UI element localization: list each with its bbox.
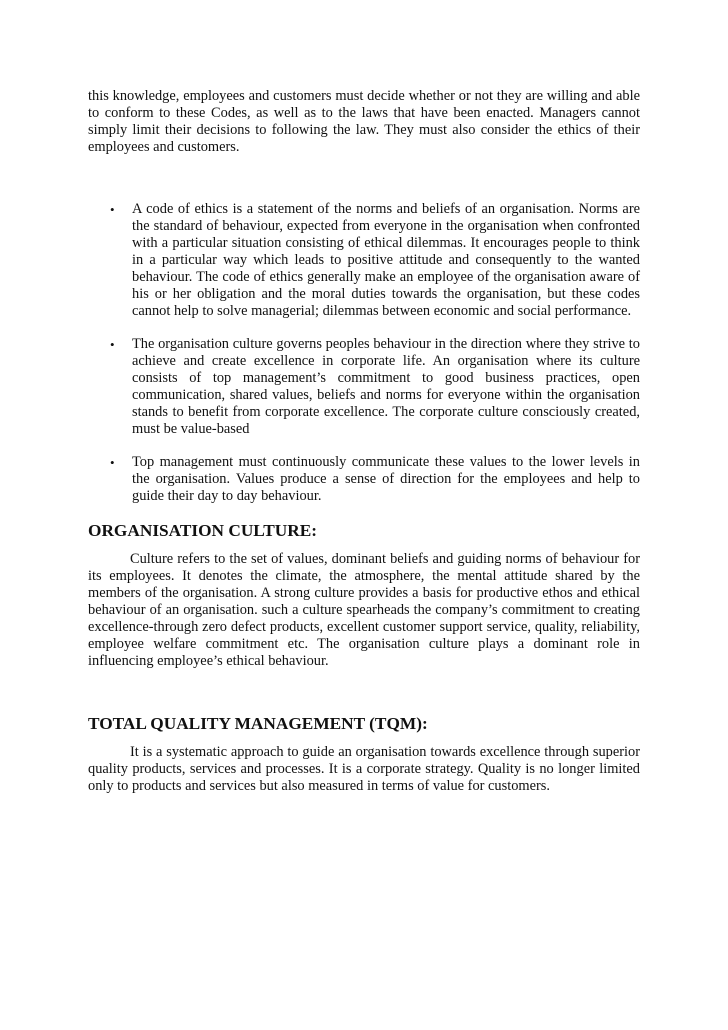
bullet-text: Top management must continuously communicate these values to the lower levels in the organisation. Values produce a sense of direction for the employees and help to guide their day to day behaviour. [132,454,640,504]
bullet-dot-icon: • [110,202,115,217]
bullet-item-top-management [88,454,640,505]
bullet-item-organisation-culture [88,336,640,438]
bullet-item-code-of-ethics [88,201,640,320]
section-heading-organisation-culture: ORGANISATION CULTURE: [88,521,318,540]
bullet-dot-icon: • [110,337,115,352]
bullet-text: The organisation culture governs peoples behaviour in the direction where they strive to achieve and create excellence in corporate life. An organisation where its culture consists of top management’s commitment to good business practices, open communication, shared values, beliefs and norms for everyone within the organisation stands to benefit from corporate excellence. The corporate culture consciously created, must be value-based [132,336,640,437]
ethics-bullet-list [88,201,640,505]
section-body-organisation-culture: Culture refers to the set of values, dominant beliefs and guiding norms of behaviour for its employees. It denotes the climate, the atmosphere, the mental attitude shared by the members of the organisation. A strong culture provides a basis for productive ethos and ethical behaviour of an organisation. such a culture spearheads the company’s commitment to creating excellence-through zero defect products, excellent customer support service, quality, reliability, employee welfare commitment etc. The organisation culture plays a dominant role in influencing employee’s ethical behaviour. [88,551,640,669]
bullet-text: A code of ethics is a statement of the norms and beliefs of an organisation. Norms are the standard of behaviour, expected from everyone in the organisation when confronted with a particular situation consisting of ethical dilemmas. It encourages people to think in a particular way which leads to positive attitude and consequently to the wanted behaviour. The code of ethics generally make an employee of the organisation aware of his or her obligation and the moral duties towards the organisation, but these codes cannot help to solve managerial; dilemmas between economic and social performance. [132,201,640,319]
intro-paragraph: this knowledge, employees and customers must decide whether or not they are willing and able to conform to these Codes, as well as to the laws that have been enacted. Managers cannot simply limit their decisions to following the law. They must also consider the ethics of their employees and customers. [88,88,640,155]
section-body-tqm: It is a systematic approach to guide an organisation towards excellence through superior quality products, services and processes. It is a corporate strategy. Quality is no longer limited only to products and services but also measured in terms of value for customers. [88,744,640,794]
section-heading-tqm: TOTAL QUALITY MANAGEMENT (TQM): [88,714,428,733]
document-page [88,88,640,795]
bullet-dot-icon: • [110,455,115,470]
